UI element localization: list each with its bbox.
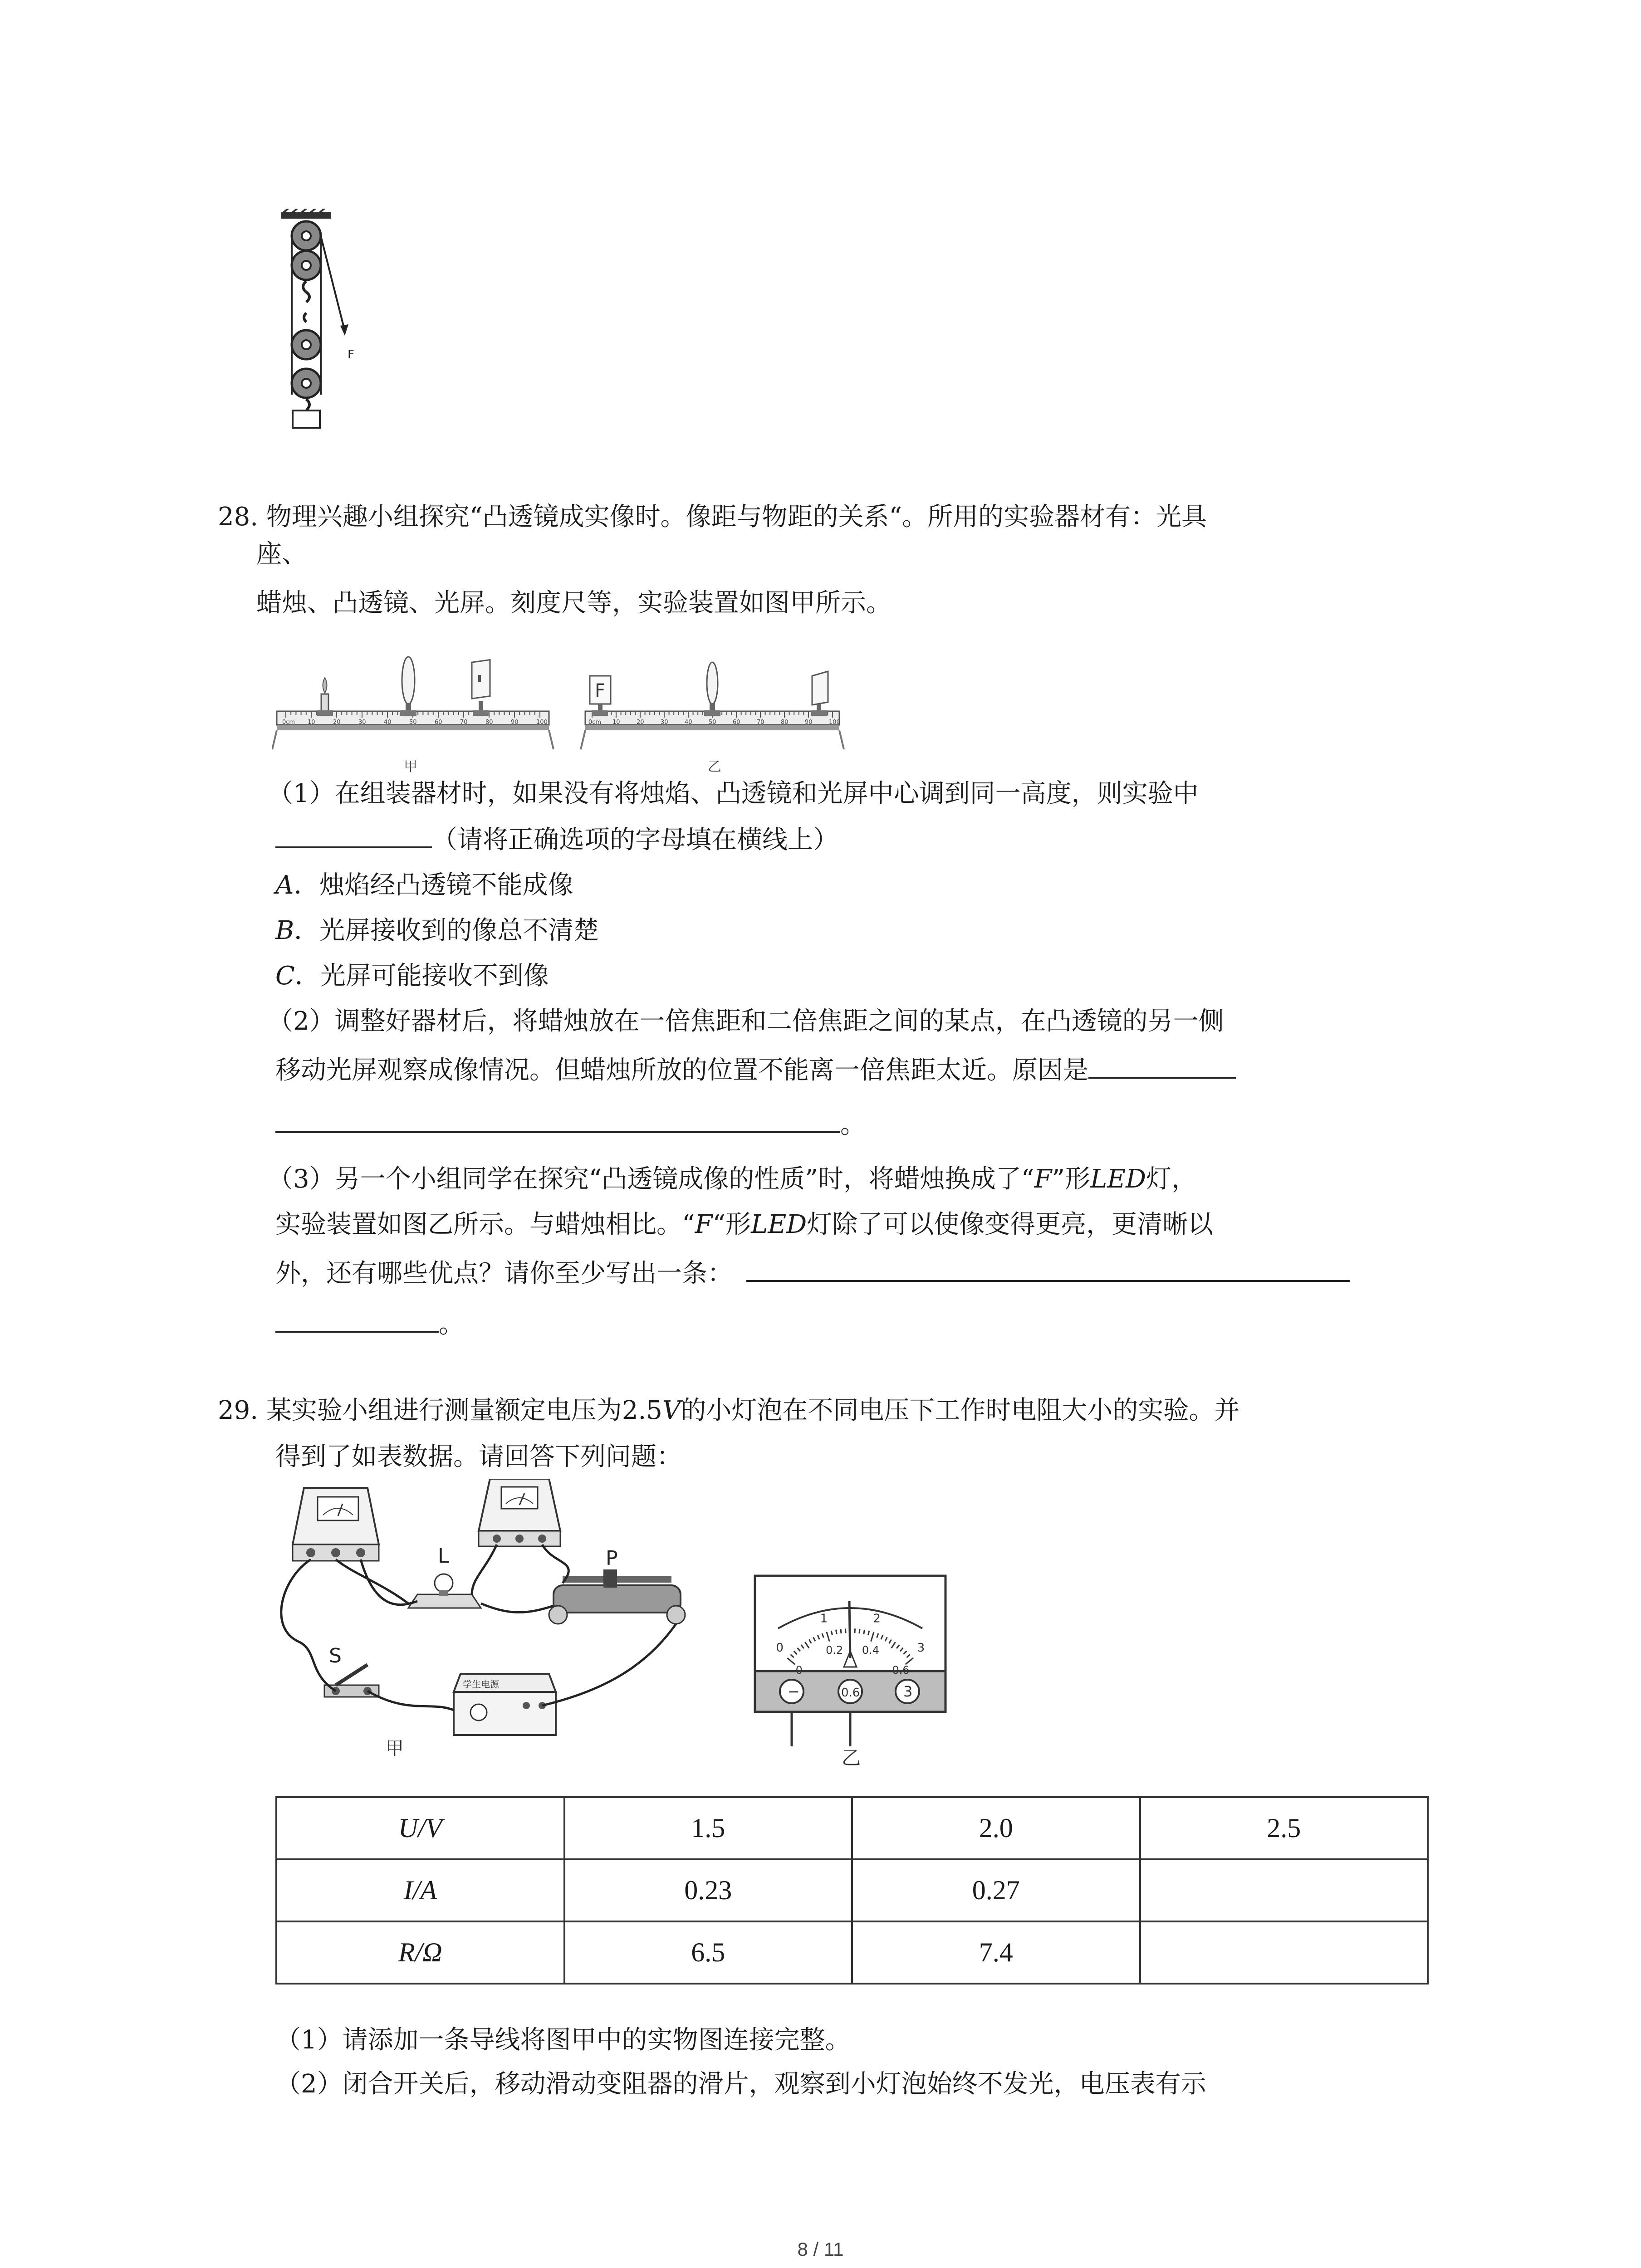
q28-option-c-text: ．光屏可能接收不到像 xyxy=(294,961,549,991)
circuit-label-p: P xyxy=(606,1547,618,1570)
q28-p3-text-2e: 灯除了可以使像变得更亮，更清晰以 xyxy=(807,1210,1214,1239)
table-cell: 0.23 xyxy=(564,1859,852,1921)
meter-bottom-scale-label: 0 xyxy=(795,1664,803,1677)
q29-stem-1c: V xyxy=(662,1396,681,1425)
q28-p3-text-1a: （3）另一个小组同学在探究“凸透镜成像的性质”时，将蜡烛换成了“ xyxy=(268,1164,1034,1194)
q29-stem-1b: 2.5 xyxy=(622,1396,662,1425)
meter-bottom-scale-label: 0.6 xyxy=(892,1664,910,1677)
meter-tick xyxy=(836,1630,837,1634)
q28-p2-line1: （2）调整好器材后，将蜡烛放在一倍焦距和二倍焦距之间的某点，在凸透镜的另一侧 xyxy=(268,1007,1224,1036)
circuit-figure xyxy=(272,1479,726,1760)
meter-terminal-label: 0.6 xyxy=(841,1686,860,1700)
q28-stem-line1 xyxy=(218,499,1207,535)
q29-stem-1d: 的小灯泡在不同电压下工作时电阻大小的实验。并 xyxy=(681,1396,1240,1425)
meter-bottom-scale-label: 0.2 xyxy=(826,1643,843,1657)
q28-p3-line3 xyxy=(275,1256,1350,1292)
meter-top-scale-label: 2 xyxy=(873,1612,881,1626)
q29-p1: （1）请添加一条导线将图甲中的实物图连接完整。 xyxy=(275,2025,851,2055)
ruler-tick-label: 0cm xyxy=(588,719,602,726)
q28-p3-text-3: 外，还有哪些优点？请你至少写出一条： xyxy=(275,1259,733,1288)
q28-option-b-letter: B xyxy=(275,916,294,945)
meter-bottom-scale-label: 0.4 xyxy=(862,1643,880,1657)
meter-top-scale-label: 3 xyxy=(917,1641,925,1655)
ruler-tick-label: 70 xyxy=(460,719,468,726)
ruler-tick-label: 20 xyxy=(637,719,644,726)
table-row xyxy=(276,1859,1428,1921)
power-supply-label: 学生电源 xyxy=(463,1679,499,1690)
table-cell: 7.4 xyxy=(852,1921,1140,1984)
q28-number: 28. xyxy=(218,502,259,532)
power-supply xyxy=(454,1674,556,1735)
table-cell: 2.0 xyxy=(852,1797,1140,1859)
q28-p2-end: 。 xyxy=(840,1110,866,1139)
ruler-tick-label: 90 xyxy=(511,719,519,726)
lamp-holder xyxy=(408,1574,481,1608)
q28-p3-end: 。 xyxy=(439,1310,464,1339)
q28-p1-line2 xyxy=(275,822,838,858)
pulley-force-label: F xyxy=(348,348,354,362)
ruler-tick-label: 80 xyxy=(781,719,789,726)
q28-stem-text1: 物理兴趣小组探究“凸透镜成实像时。像距与物距的关系“。所用的实验器材有：光具 xyxy=(266,502,1207,532)
table-row xyxy=(276,1797,1428,1859)
ruler-tick-label: 100 xyxy=(536,719,548,726)
q28-p3-line4 xyxy=(275,1306,464,1343)
q28-p3-line2 xyxy=(275,1207,1213,1243)
q28-p3-text-1d: LED xyxy=(1090,1164,1146,1194)
ruler-tick-label: 90 xyxy=(805,719,813,726)
ruler-tick-label: 40 xyxy=(685,719,692,726)
fig28-label-yi: 乙 xyxy=(708,759,721,775)
meter-tick xyxy=(864,1630,865,1634)
ruler-tick-label: 70 xyxy=(757,719,764,726)
q28-p1-line1: （1）在组装器材时，如果没有将烛焰、凸透镜和光屏中心调到同一高度，则实验中 xyxy=(268,779,1199,808)
table-row-header: U/V xyxy=(276,1797,564,1859)
q28-p2-answer-blank-b[interactable] xyxy=(275,1127,840,1133)
ruler-tick-label: 40 xyxy=(384,719,392,726)
q28-p3-answer-blank-b[interactable] xyxy=(275,1326,439,1333)
q28-option-a-text: ．烛焰经凸透镜不能成像 xyxy=(294,870,573,900)
table-cell: 6.5 xyxy=(564,1921,852,1984)
ammeter-figure xyxy=(753,1574,948,1769)
q28-p2-line2 xyxy=(275,1052,1236,1089)
ruler-tick-label: 30 xyxy=(661,719,668,726)
q29-stem-line2: 得到了如表数据。请回答下列问题： xyxy=(275,1442,682,1471)
q28-p3-text-2a: 实验装置如图乙所示。与蜡烛相比。“ xyxy=(275,1210,695,1239)
ruler-tick-label: 10 xyxy=(308,719,315,726)
q29-stem-line1 xyxy=(218,1393,1239,1429)
page-number: 8 / 11 xyxy=(797,2239,844,2260)
meter-tick xyxy=(845,1628,846,1633)
circuit-label-s: S xyxy=(329,1644,342,1667)
ruler-tick-label: 30 xyxy=(358,719,366,726)
q29-data-table xyxy=(275,1796,1429,1984)
ruler-tick-label: 60 xyxy=(733,719,740,726)
ruler-tick-label: 50 xyxy=(709,719,716,726)
q28-p2-text: 移动光屏观察成像情况。但蜡烛所放的位置不能离一倍焦距太近。原因是 xyxy=(275,1056,1088,1085)
meter-top-scale-label: 0 xyxy=(776,1641,784,1655)
rheostat xyxy=(549,1569,685,1624)
q28-p3-line1 xyxy=(268,1161,1197,1198)
table-cell: 2.5 xyxy=(1140,1797,1428,1859)
q28-p3-text-1c: ”形 xyxy=(1052,1164,1091,1194)
table-row xyxy=(276,1921,1428,1984)
table-cell-empty[interactable] xyxy=(1140,1921,1428,1984)
table-cell-empty[interactable] xyxy=(1140,1859,1428,1921)
q28-option-b[interactable] xyxy=(275,913,599,949)
ruler-tick-label: 20 xyxy=(333,719,341,726)
meter-tick xyxy=(859,1629,860,1633)
ruler-tick-label: 60 xyxy=(435,719,442,726)
table-cell: 1.5 xyxy=(564,1797,852,1859)
ruler-tick-label: 50 xyxy=(409,719,417,726)
q28-p1-instruction: （请将正确选项的字母填在横线上） xyxy=(432,825,838,855)
bench-jia xyxy=(272,657,554,749)
q28-option-b-text: ．光屏接收到的像总不清楚 xyxy=(294,916,599,945)
q28-p2-line3 xyxy=(275,1107,866,1143)
table-row-header: I/A xyxy=(276,1859,564,1921)
pulley-figure xyxy=(272,209,363,445)
ruler-tick-label: 0cm xyxy=(282,719,295,726)
q28-p3-answer-blank-a[interactable] xyxy=(746,1276,1350,1282)
q28-option-a-letter: A xyxy=(275,870,294,900)
q28-p3-text-2d: LED xyxy=(751,1210,807,1239)
f-led-letter: F xyxy=(595,680,606,701)
q28-option-c[interactable] xyxy=(275,958,549,994)
q28-p3-text-1e: 灯， xyxy=(1146,1164,1197,1194)
table-cell: 0.27 xyxy=(852,1859,1140,1921)
q28-p3-text-1b: F xyxy=(1034,1164,1052,1194)
q28-p3-text-2c: “形 xyxy=(712,1210,751,1239)
table-row-header: R/Ω xyxy=(276,1921,564,1984)
meter-top-scale-label: 1 xyxy=(820,1612,828,1626)
q28-option-c-letter: C xyxy=(275,961,295,991)
circuit-label-l: L xyxy=(438,1545,449,1568)
bench-yi xyxy=(581,662,844,749)
ruler-tick-label: 80 xyxy=(485,719,493,726)
meter-terminal-label: − xyxy=(788,1683,800,1700)
fig28-label-jia: 甲 xyxy=(404,759,417,775)
q29-number: 29. xyxy=(218,1396,259,1425)
meter-terminal-label: 3 xyxy=(903,1683,913,1700)
q28-p3-text-2b: F xyxy=(695,1210,713,1239)
meter-right xyxy=(479,1479,560,1546)
fig29-label-jia: 甲 xyxy=(386,1738,404,1759)
fig29-label-yi: 乙 xyxy=(842,1747,861,1769)
ruler-tick-label: 10 xyxy=(612,719,620,726)
q28-p2-answer-blank-a[interactable] xyxy=(1088,1072,1236,1079)
q29-stem-1a: 某实验小组进行测量额定电压为 xyxy=(266,1396,622,1425)
q29-p2: （2）闭合开关后，移动滑动变阻器的滑片，观察到小灯泡始终不发光，电压表有示 xyxy=(275,2069,1206,2099)
q28-option-a[interactable] xyxy=(275,867,573,904)
meter-left xyxy=(293,1488,379,1561)
q28-stem-line2: 座、 xyxy=(256,539,307,569)
ruler-tick-label: 100 xyxy=(829,719,840,726)
q28-p1-answer-blank[interactable] xyxy=(275,842,432,848)
optical-bench-figure xyxy=(272,644,862,776)
q28-stem-line3: 蜡烛、凸透镜、光屏。刻度尺等，实验装置如图甲所示。 xyxy=(256,588,892,618)
